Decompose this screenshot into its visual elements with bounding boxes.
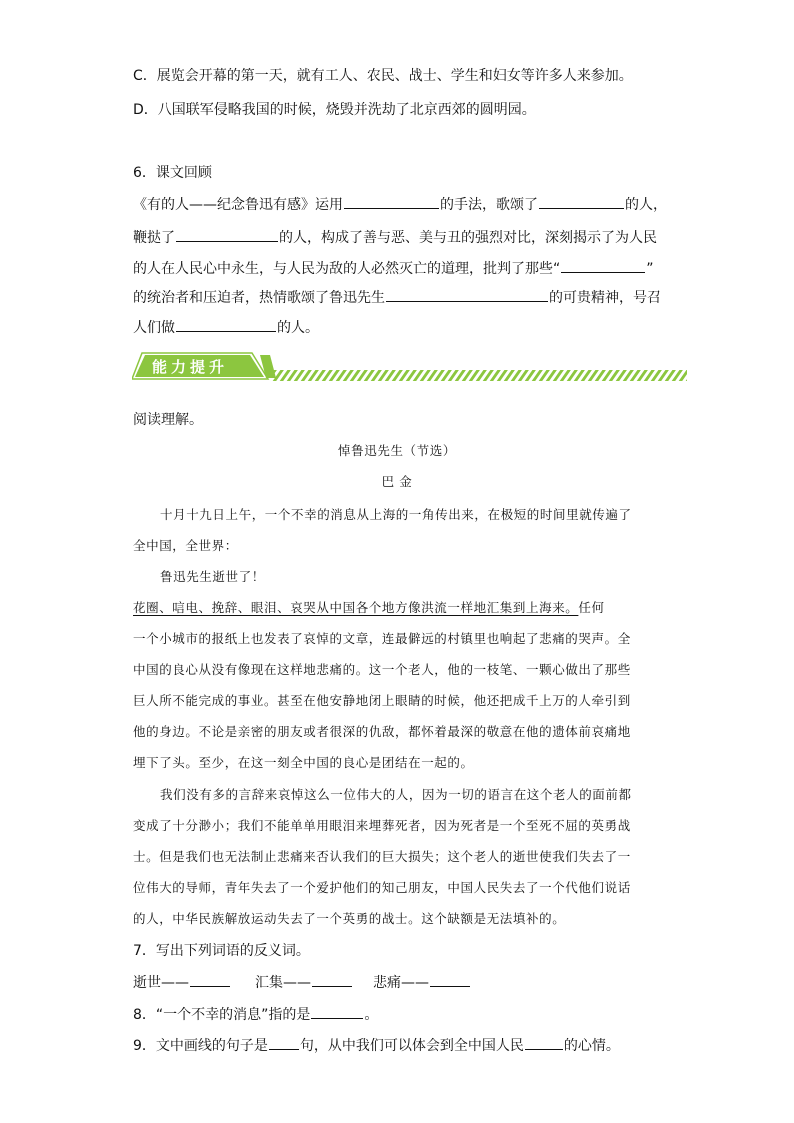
q6-line-5: [133, 317, 319, 338]
q6-text: 的人，: [625, 197, 667, 213]
q8-line: [133, 1004, 378, 1025]
q8-text: 。: [364, 1007, 379, 1023]
banner-stripe: [272, 370, 687, 381]
q7-word: 逝世——: [133, 975, 189, 991]
passage-line: 变成了十分渺小；我们不能单单用眼泪来埋葬死者，因为死者是一个至死不屈的英勇战: [133, 818, 631, 833]
q6-text: 人们做: [133, 320, 175, 336]
q6-text: 鞭挞了: [133, 230, 175, 246]
reading-instruction: 阅读理解。: [133, 412, 203, 428]
banner-graphic: [132, 352, 688, 385]
q6-text: ”: [646, 261, 654, 277]
passage-line: 十月十九日上午，一个不幸的消息从上海的一角传出来，在极短的时间里就传遍了: [160, 507, 632, 522]
option-c: C．展览会开幕的第一天，就有工人、农民、战士、学生和妇女等许多人来参加。: [133, 68, 633, 84]
q6-text: 《有的人——纪念鲁迅有感》运用: [133, 197, 343, 213]
passage-line: 埋下了头。至少，在这一刻全中国的良心是团结在一起的。: [133, 755, 474, 770]
q7-word: 汇集——: [255, 975, 311, 991]
q6-text: 的可贵精神，号召: [549, 290, 661, 306]
passage-line: 位伟大的导师，青年失去了一个爱护他们的知己朋友，中国人民失去了一个代他们说话: [133, 880, 631, 895]
underlined-sentence: 花圈、唁电、挽辞、眼泪、哀哭从中国各个地方像洪流一样地汇集到上海来。: [133, 600, 579, 615]
q6-line-2: [133, 227, 657, 248]
q8-text: 8．“一个不幸的消息”指的是: [133, 1007, 311, 1023]
passage-title: 悼鲁迅先生（节选）: [338, 443, 456, 458]
passage-line: 全中国，全世界：: [133, 538, 238, 553]
answer-blank[interactable]: [561, 258, 645, 273]
section-banner: [132, 352, 688, 385]
q7-word: 悲痛——: [373, 975, 429, 991]
answer-blank[interactable]: [176, 227, 278, 242]
passage-line: 巨人所不能完成的事业。甚至在他安静地闭上眼睛的时候，他还把成千上万的人牵引到: [133, 693, 631, 708]
answer-blank[interactable]: [176, 317, 276, 332]
q9-line: [133, 1035, 620, 1056]
passage-line: 一个小城市的报纸上也发表了哀悼的文章，连最僻远的村镇里也响起了悲痛的哭声。全: [133, 631, 631, 646]
q7-title: 7．写出下列词语的反义词。: [133, 943, 310, 959]
passage-text: 任何: [578, 600, 605, 615]
q9-text: 9．文中画线的句子是: [133, 1038, 268, 1054]
q6-title: 6．课文回顾: [133, 165, 212, 181]
passage-line: 鲁迅先生逝世了！: [160, 569, 265, 584]
answer-blank[interactable]: [269, 1035, 299, 1050]
passage-line: 的人，中华民族解放运动失去了一个英勇的战士。这个缺额是无法填补的。: [133, 911, 566, 926]
q6-text: 的人在人民心中永生，与人民为敌的人必然灭亡的道理，批判了那些“: [133, 261, 561, 277]
answer-blank[interactable]: [312, 972, 352, 987]
passage-line: 他的身边。不论是亲密的朋友或者很深的仇敌，都怀着最深的敬意在他的遗体前哀痛地: [133, 724, 631, 739]
answer-blank[interactable]: [386, 287, 548, 302]
passage-line: 中国的良心从没有像现在这样地悲痛的。这一个老人，他的一枝笔、一颗心做出了那些: [133, 662, 631, 677]
passage-line: [133, 598, 605, 618]
q7-words: [133, 972, 471, 993]
q6-text: 的手法，歌颂了: [440, 197, 538, 213]
banner-label: 能力提升: [152, 358, 229, 376]
q9-text: 句，从中我们可以体会到全中国人民: [299, 1038, 524, 1054]
passage-author: 巴 金: [381, 474, 413, 489]
q6-line-1: [133, 194, 667, 215]
q6-line-4: [133, 287, 661, 308]
answer-blank[interactable]: [311, 1004, 363, 1019]
q6-text: 的统治者和压迫者，热情歌颂了鲁迅先生: [133, 290, 385, 306]
q6-text: 的人。: [277, 320, 319, 336]
answer-blank[interactable]: [344, 194, 439, 209]
q6-line-3: [133, 258, 654, 279]
answer-blank[interactable]: [525, 1035, 563, 1050]
passage-line: 我们没有多的言辞来哀悼这么一位伟大的人，因为一切的语言在这个老人的面前都: [160, 787, 632, 802]
answer-blank[interactable]: [190, 972, 230, 987]
q9-text: 的心情。: [563, 1038, 620, 1054]
answer-blank[interactable]: [539, 194, 624, 209]
q6-text: 的人，构成了善与恶、美与丑的强烈对比，深刻揭示了为人民: [279, 230, 657, 246]
option-d: D．八国联军侵略我国的时候，烧毁并洗劫了北京西郊的圆明园。: [133, 102, 536, 118]
passage-line: 士。但是我们也无法制止悲痛来否认我们的巨大损失；这个老人的逝世使我们失去了一: [133, 849, 631, 864]
answer-blank[interactable]: [430, 972, 470, 987]
